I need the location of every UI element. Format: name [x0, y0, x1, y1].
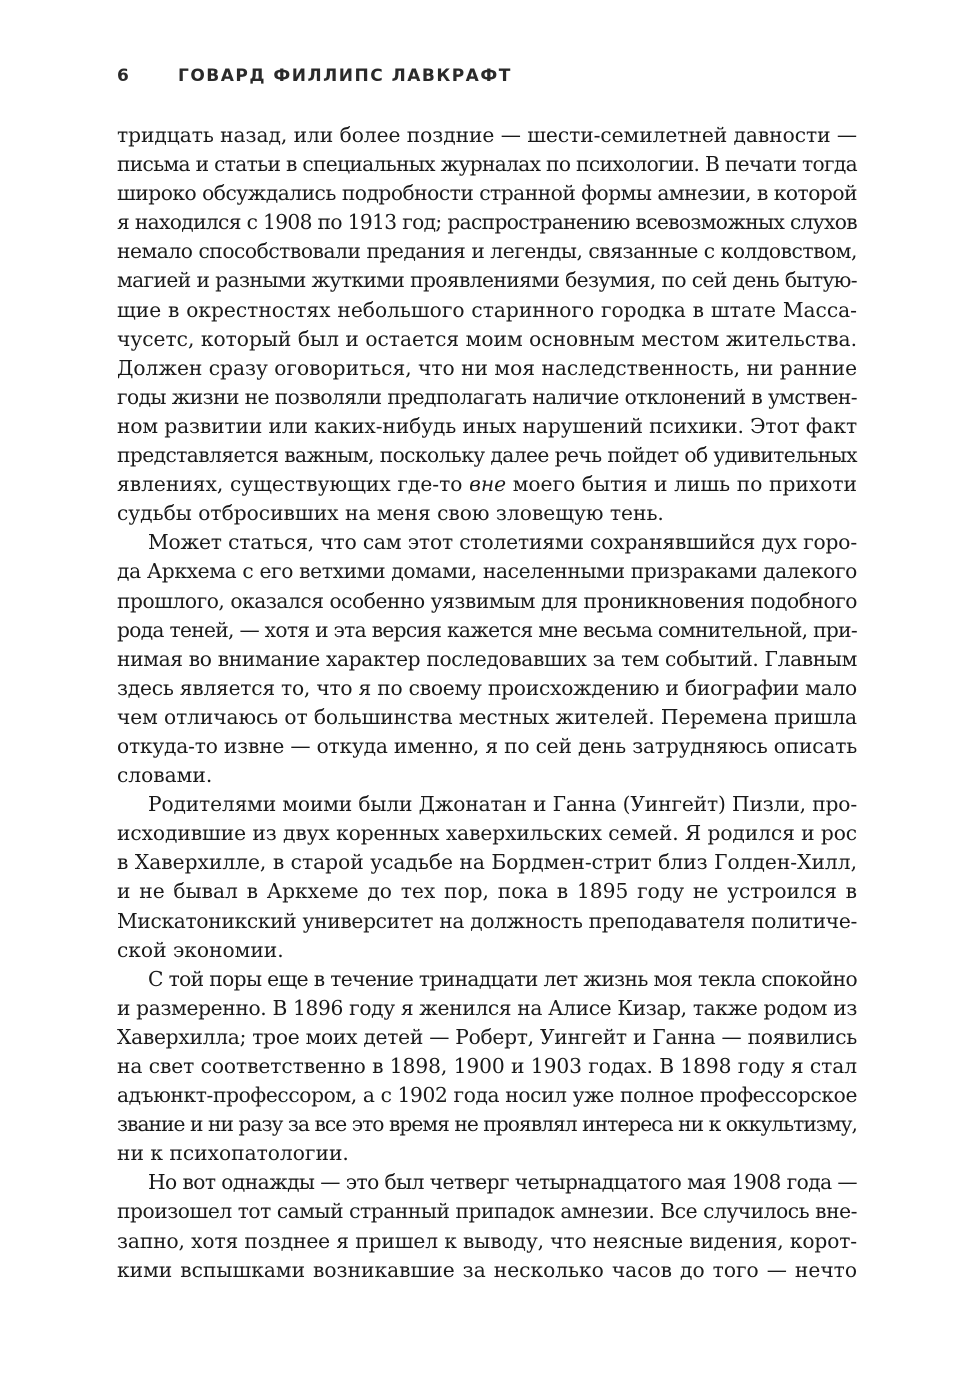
text-line: ской экономии.: [117, 937, 284, 962]
text-line: адъюнкт-профессором, а с 1902 года носил уже полное профессорское: [117, 1083, 858, 1108]
text-line: нимая во внимание характер последовавших за тем событий. Главным: [117, 646, 858, 671]
text-line: словами.: [117, 763, 213, 788]
text-line: щие в окрестностях небольшого старинного городка в штате Масса-: [117, 297, 857, 322]
paragraph: [117, 790, 857, 965]
text-line: здесь является то, что я по своему происхождению и биографии мало: [117, 675, 857, 700]
text-line: на свет соответственно в 1898, 1900 и 1903 годах. В 1898 году я стал: [117, 1054, 858, 1078]
text-line: прошлого, оказался особенно уязвимым для проникновения подобного: [117, 588, 857, 613]
text-line: явлениях, существующих где-то вне моего бытия и лишь по прихоти: [117, 472, 857, 497]
text-line: чем отличаюсь от большинства местных жителей. Перемена пришла: [117, 704, 857, 729]
author-name: ГОВАРД ФИЛЛИПС ЛАВКРАФТ: [178, 66, 512, 86]
text-line: да Аркхема с его ветхими домами, населенными призраками далекого: [117, 559, 857, 584]
text-line: Родителями моими были Джонатан и Ганна (Уингейт) Пизли, про-: [148, 792, 857, 817]
text-line: откуда-то извне — откуда именно, я по сей день затрудняюсь описать: [117, 733, 857, 758]
text-line: ни к психопатологии.: [117, 1141, 349, 1166]
text-line: запно, хотя позднее я пришел к выводу, что неясные видения, корот-: [117, 1228, 857, 1253]
text-line: Мискатоникский университет на должность преподавателя политиче-: [117, 908, 857, 933]
running-head: [117, 66, 857, 96]
emphasis: вне: [469, 472, 507, 497]
body-text: [117, 121, 857, 1285]
text-line: я находился с 1908 по 1913 год; распространению всевозможных слухов: [117, 210, 857, 235]
text-line: Должен сразу оговориться, что ни моя наследственность, ни ранние: [117, 355, 858, 380]
text-line: судьбы отбросивших на меня свою зловещую тень.: [117, 501, 664, 526]
text-line: годы жизни не позволяли предполагать наличие отклонений в умствен-: [117, 384, 858, 409]
text-line: исходившие из двух коренных хаверхильских семей. Я родился и рос: [117, 821, 858, 846]
text-line: произошел тот самый странный припадок амнезии. Все случилось вне-: [117, 1199, 857, 1224]
text-line: широко обсуждались подробности странной формы амнезии, в которой: [117, 181, 857, 206]
text-line: Но вот однажды — это был четверг четырнадцатого мая 1908 года —: [148, 1170, 858, 1195]
text-line: звание и ни разу за все это время не проявлял интереса ни к оккультизму,: [117, 1112, 858, 1137]
text-line: немало способствовали предания и легенды, связанные с колдовством,: [117, 239, 857, 264]
text-line: магией и разными жуткими проявлениями безумия, по сей день бытую-: [117, 268, 857, 293]
text-line: кими вспышками возникавшие за несколько часов до того — нечто: [117, 1257, 857, 1282]
text-line: письма и статьи в специальных журналах по психологии. В печати тогда: [117, 152, 857, 177]
page-number: 6: [117, 66, 131, 86]
paragraph: [117, 965, 857, 1169]
text-line: С той поры еще в течение тринадцати лет жизнь моя текла спокойно: [148, 966, 857, 991]
paragraph: [117, 528, 857, 790]
text-line: чусетс, который был и остается моим основным местом жительства.: [117, 326, 857, 351]
text-line: ном развитии или каких-нибудь иных нарушений психики. Этот факт: [117, 413, 858, 438]
paragraph: [117, 1168, 857, 1284]
text-line: представляется важным, поскольку далее речь пойдет об удивительных: [117, 443, 857, 468]
text-line: и размеренно. В 1896 году я женился на Алисе Кизар, также родом из: [117, 995, 858, 1020]
text-line: в Хаверхилле, в старой усадьбе на Бордмен-стрит близ Голден-Хилл,: [117, 850, 857, 875]
text-line: Может статься, что сам этот столетиями сохранявшийся дух горо-: [148, 530, 857, 555]
text-line: и не бывал в Аркхеме до тех пор, пока в 1895 году не устроился в: [117, 879, 857, 904]
text-line: рода теней, — хотя и эта версия кажется мне весьма сомнительной, при-: [117, 617, 857, 642]
text-line: тридцать назад, или более поздние — шести-семилетней давности —: [117, 123, 857, 147]
paragraph: [117, 121, 857, 528]
text-line: Хаверхилла; трое моих детей — Роберт, Уингейт и Ганна — появились: [117, 1024, 857, 1049]
